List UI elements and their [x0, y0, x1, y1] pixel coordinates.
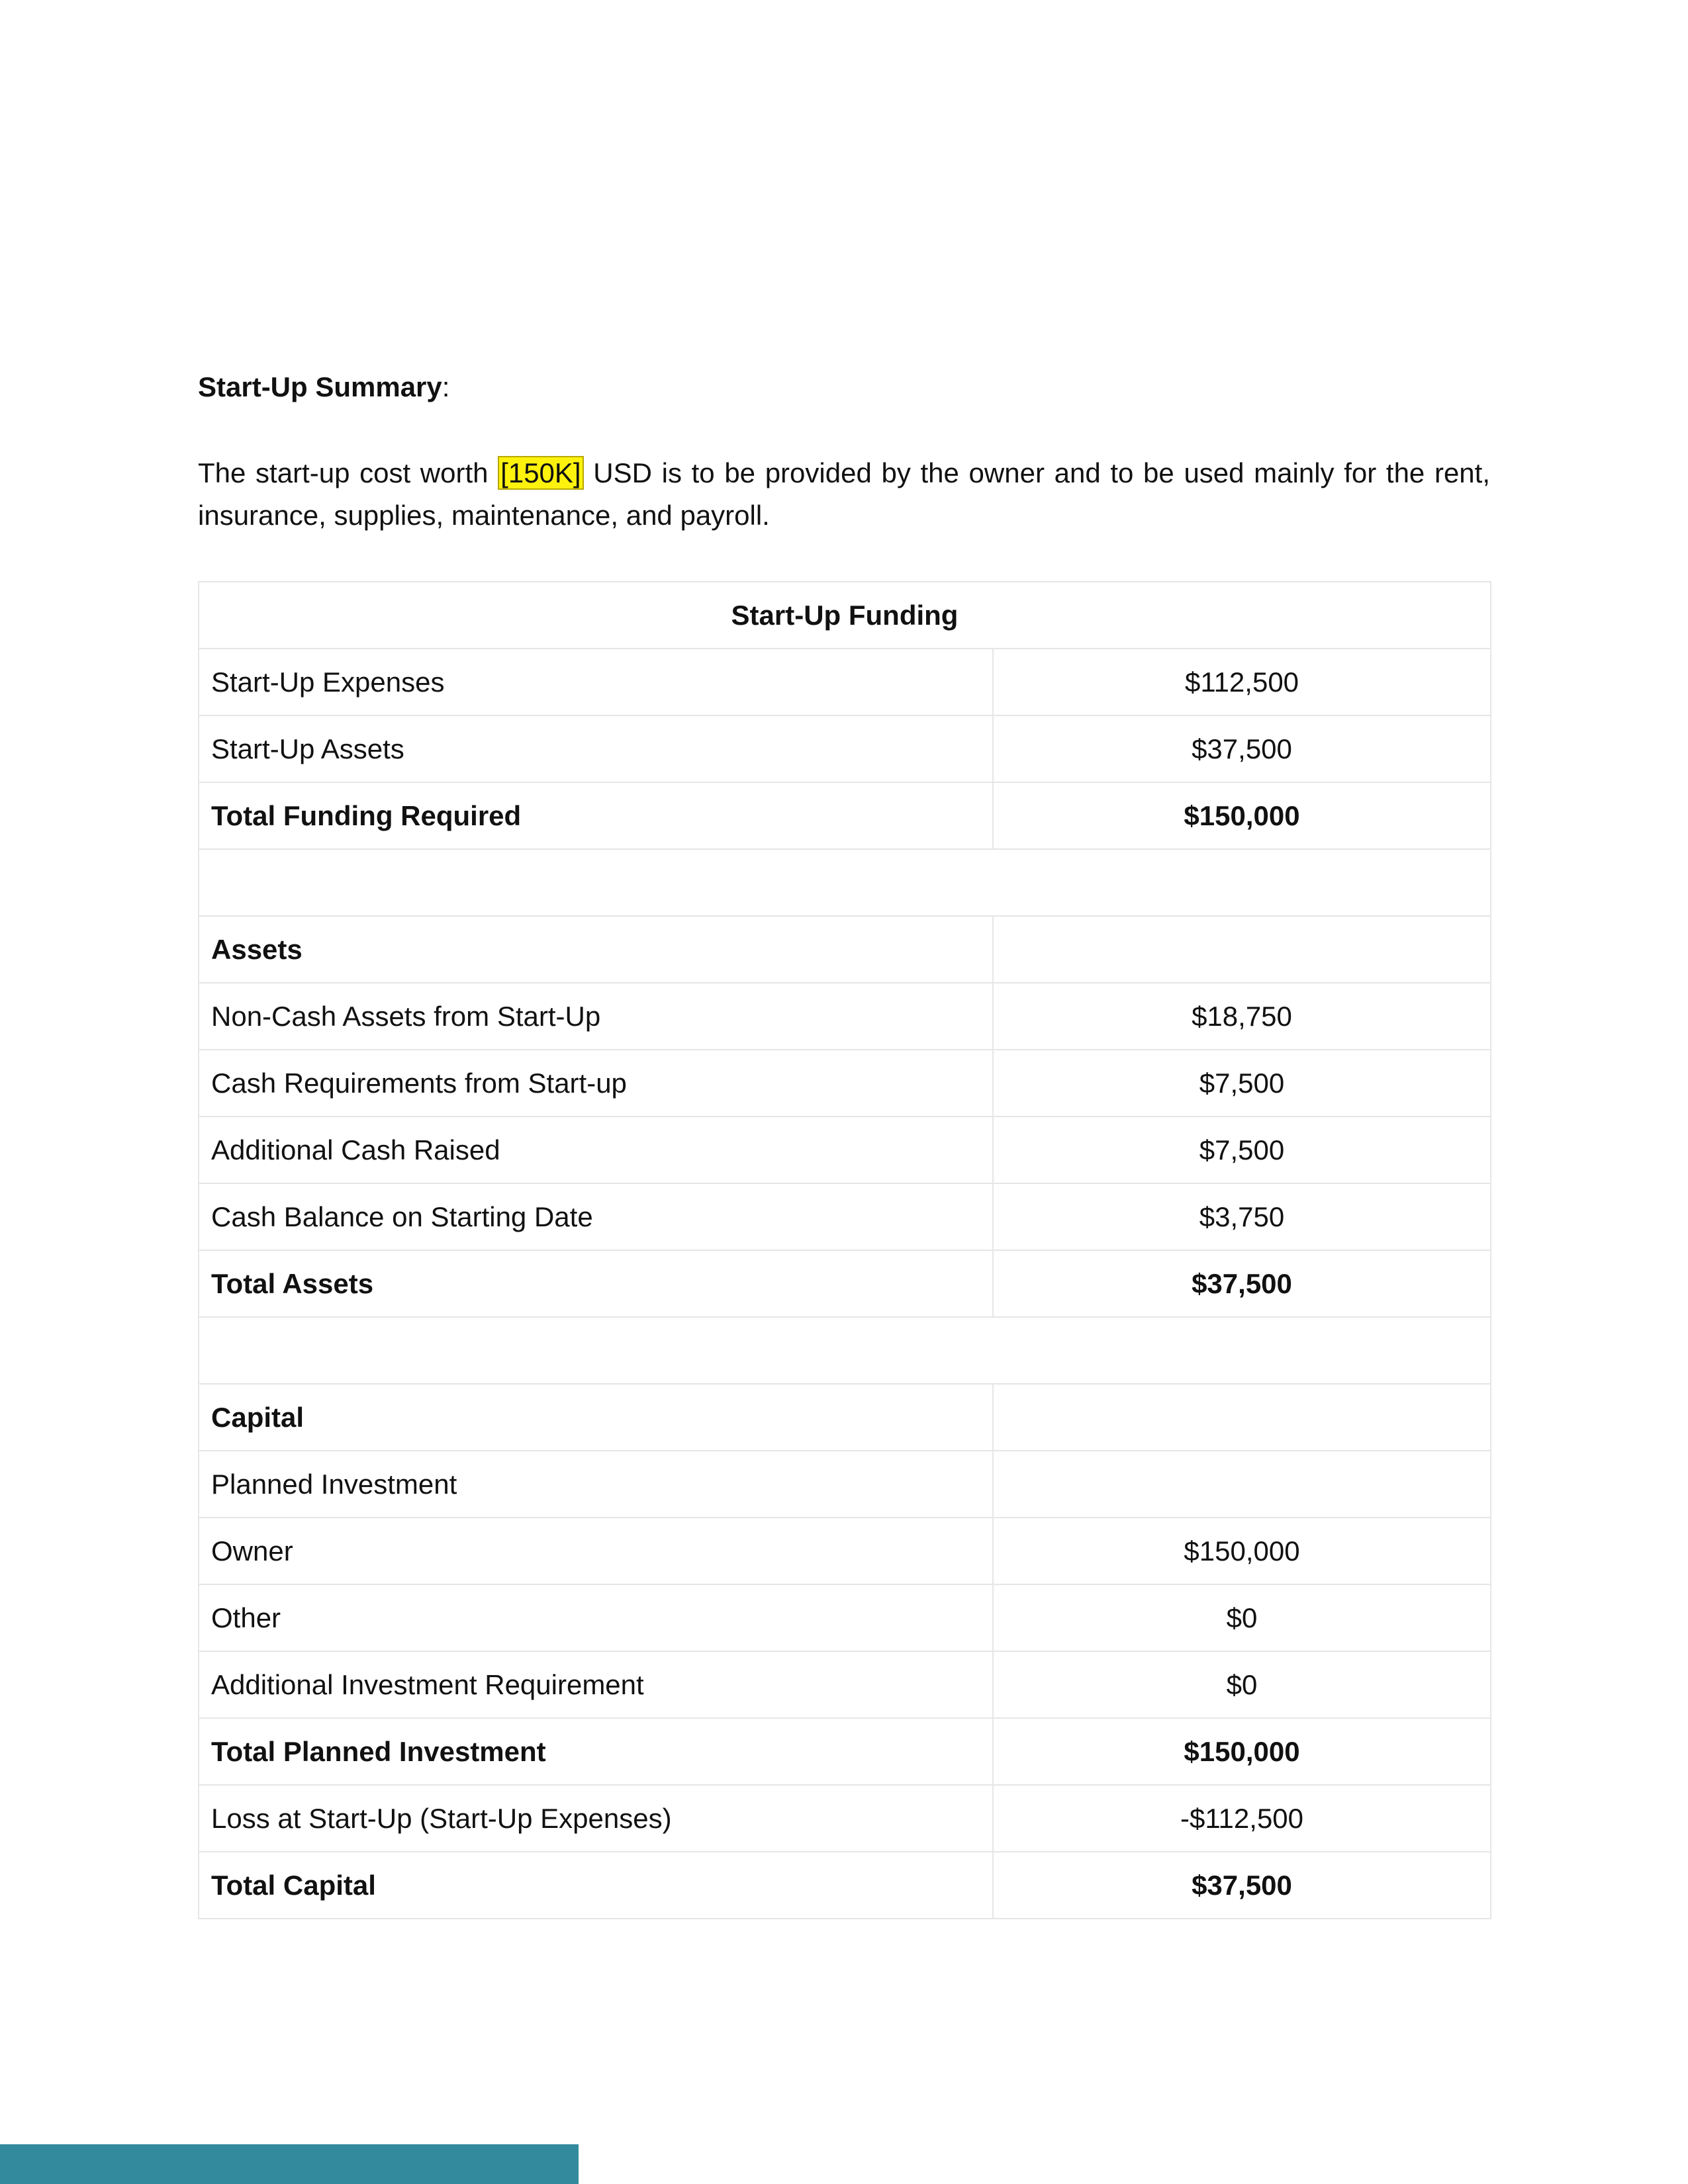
intro-text-end: USD is to be provided by the owner and to be used mainly for the rent, insurance, supplies, maintenance, and payroll. — [198, 457, 1490, 531]
row-value: $150,000 — [993, 782, 1491, 849]
section-heading — [198, 367, 449, 407]
row-label: Additional Investment Requirement — [199, 1651, 993, 1718]
table-row — [199, 1518, 1491, 1584]
row-label: Owner — [199, 1518, 993, 1584]
table-row — [199, 1116, 1491, 1183]
startup-funding-table — [198, 581, 1491, 1919]
row-value: $37,500 — [993, 1852, 1491, 1919]
row-label: Loss at Start-Up (Start-Up Expenses) — [199, 1785, 993, 1852]
table-row — [199, 983, 1491, 1050]
row-value: $37,500 — [993, 1250, 1491, 1317]
footer-accent-bar — [0, 2144, 579, 2184]
row-label: Cash Requirements from Start-up — [199, 1050, 993, 1116]
row-label: Capital — [199, 1384, 993, 1451]
row-label: Additional Cash Raised — [199, 1116, 993, 1183]
row-value: $7,500 — [993, 1050, 1491, 1116]
row-value — [993, 916, 1491, 983]
row-value: $0 — [993, 1584, 1491, 1651]
spacer-cell — [199, 1317, 1491, 1384]
row-label: Start-Up Expenses — [199, 649, 993, 715]
row-label: Non-Cash Assets from Start-Up — [199, 983, 993, 1050]
row-label: Total Planned Investment — [199, 1718, 993, 1785]
row-label: Planned Investment — [199, 1451, 993, 1518]
table-title: Start-Up Funding — [199, 582, 1491, 649]
table-row — [199, 1183, 1491, 1250]
row-value: $150,000 — [993, 1518, 1491, 1584]
row-value: $3,750 — [993, 1183, 1491, 1250]
row-label: Total Funding Required — [199, 782, 993, 849]
row-label: Assets — [199, 916, 993, 983]
intro-paragraph — [198, 452, 1490, 537]
table-row — [199, 1451, 1491, 1518]
row-value — [993, 1451, 1491, 1518]
table-spacer-row — [199, 1317, 1491, 1384]
table-title-row — [199, 582, 1491, 649]
intro-text-start: The start-up cost worth — [198, 457, 498, 488]
row-label: Total Capital — [199, 1852, 993, 1919]
row-value: $0 — [993, 1651, 1491, 1718]
table-total-row — [199, 1718, 1491, 1785]
section-heading-colon: : — [442, 371, 450, 402]
table-total-row — [199, 782, 1491, 849]
highlighted-amount: [150K] — [498, 456, 583, 490]
table-row — [199, 715, 1491, 782]
row-label: Start-Up Assets — [199, 715, 993, 782]
table-row — [199, 1584, 1491, 1651]
row-label: Other — [199, 1584, 993, 1651]
table-spacer-row — [199, 849, 1491, 916]
section-heading-text: Start-Up Summary — [198, 371, 442, 402]
table-row — [199, 649, 1491, 715]
row-value — [993, 1384, 1491, 1451]
row-value: $112,500 — [993, 649, 1491, 715]
table-row — [199, 1651, 1491, 1718]
table-row — [199, 1050, 1491, 1116]
row-value: $18,750 — [993, 983, 1491, 1050]
table-total-row — [199, 1852, 1491, 1919]
table-section-row — [199, 1384, 1491, 1451]
row-value: $7,500 — [993, 1116, 1491, 1183]
table-row — [199, 1785, 1491, 1852]
row-label: Cash Balance on Starting Date — [199, 1183, 993, 1250]
row-value: $150,000 — [993, 1718, 1491, 1785]
row-value: -$112,500 — [993, 1785, 1491, 1852]
table-section-row — [199, 916, 1491, 983]
row-value: $37,500 — [993, 715, 1491, 782]
table-total-row — [199, 1250, 1491, 1317]
spacer-cell — [199, 849, 1491, 916]
row-label: Total Assets — [199, 1250, 993, 1317]
